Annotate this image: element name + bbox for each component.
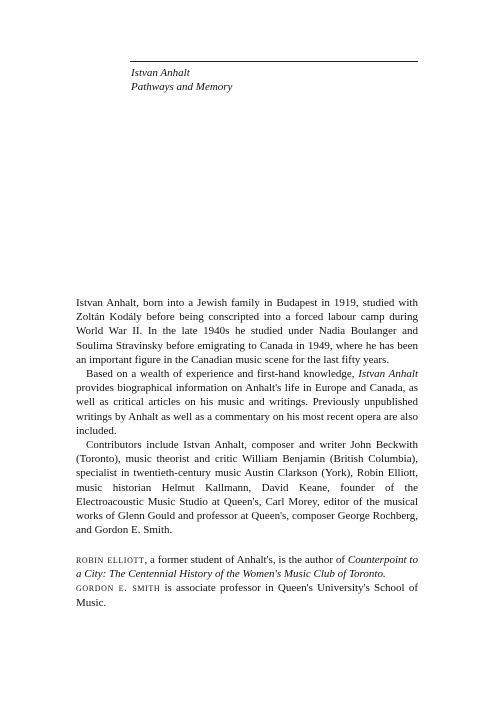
paragraph-content-rest: provides biographical information on Anhalt's life in Europe and Canada, as well as critical articles on his music and writings. Previously unpublished writings by Anhalt as well as a commentary on his most recent opera are also included. [76, 382, 418, 437]
book-title: Pathways and Memory [131, 81, 233, 93]
book-author: Istvan Anhalt [131, 67, 190, 79]
bio-text-gordon-smith: is associate professor in Queen's University's School of Music. [76, 582, 419, 609]
bio-book-title: Counterpoint to a City: The Centennial History of the Women's Music Club of Toronto. [76, 554, 418, 581]
paragraph-intro: Istvan Anhalt, born into a Jewish family in Budapest in 1919, studied with Zoltán Kodály before being conscripted into a forced labour camp during World War II. In the late 1940s he studied under Nadia Boulanger and Soulima Stravinsky before emigrating to Canada in 1949, where he has been an important figure in the Canadian music scene for the last fifty years. [76, 297, 418, 366]
bio-name-robin-elliott: robin elliott [76, 554, 145, 566]
paragraph-content-lead: Based on a wealth of experience and first-hand knowledge, [86, 368, 359, 381]
header-rule [130, 61, 418, 62]
bio-gordon-smith [76, 581, 418, 609]
book-header [131, 66, 232, 94]
paragraph-contributors: Contributors include Istvan Anhalt, composer and writer John Beckwith (Toronto), music theorist and critic William Benjamin (British Columbia), specialist in twentieth-century music Austin Clarkson (York), Robin Elliott, music historian Helmut Kallmann, David Keane, founder of the Electroacoustic Music Studio at Queen's, Carl Morey, editor of the musical works of Glenn Gould and professor at Queen's, composer George Rochberg, and Gordon E. Smith. [76, 439, 418, 537]
bio-robin-elliott [76, 553, 418, 581]
book-title-inline: Istvan Anhalt [358, 368, 419, 381]
bio-name-gordon-smith: gordon e. smith [76, 582, 161, 595]
bio-text-robin-elliott: , a former student of Anhalt's, is the author of [144, 554, 348, 566]
editor-bios [76, 553, 418, 610]
description [76, 296, 418, 537]
paragraph-content [76, 367, 418, 438]
